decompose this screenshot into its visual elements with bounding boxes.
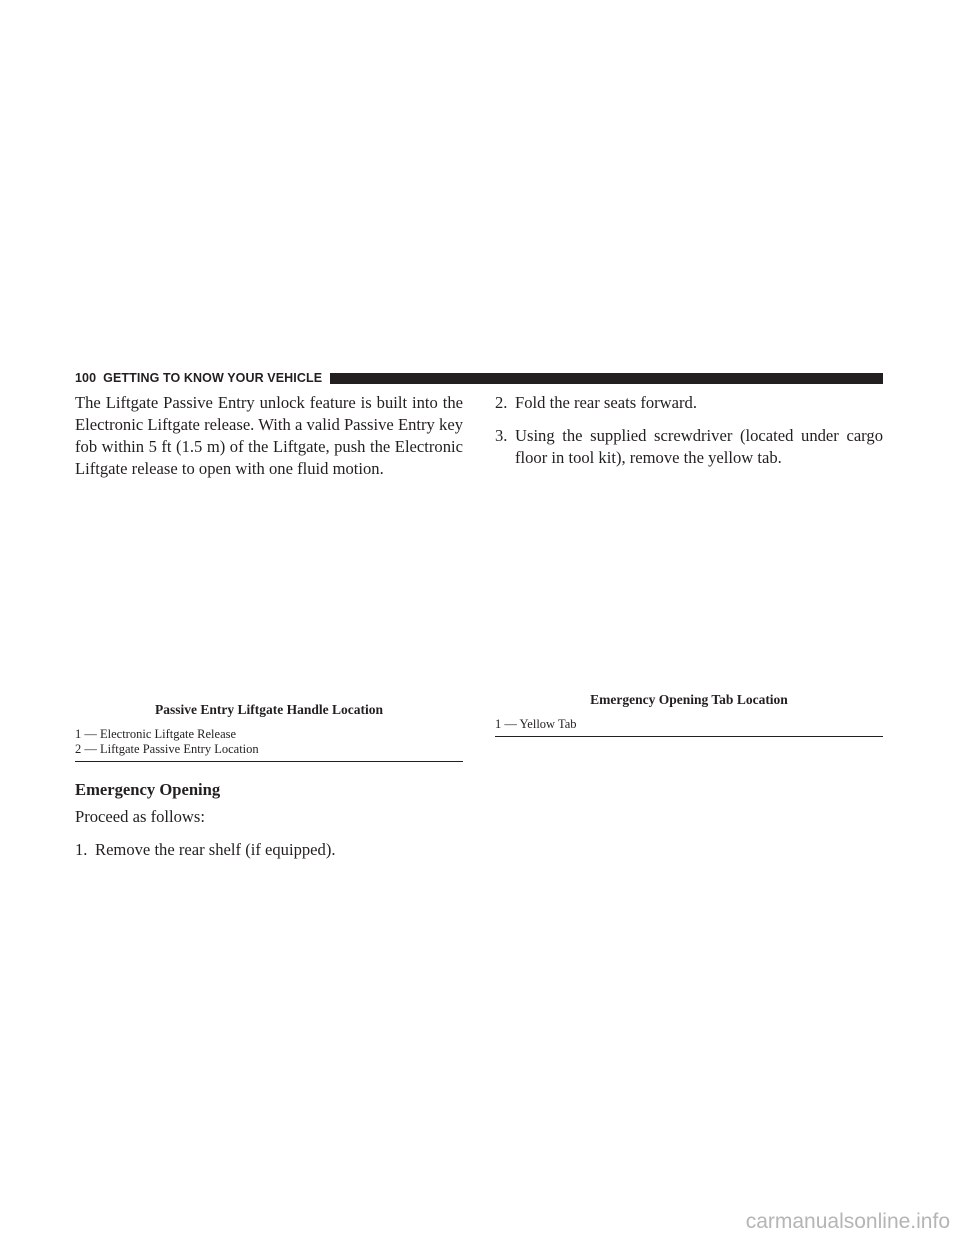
- legend-item: 1 — Electronic Liftgate Release: [75, 727, 237, 741]
- right-column: [495, 392, 883, 469]
- header-rule-bar: [330, 373, 883, 384]
- figure-image-placeholder: [495, 492, 883, 682]
- left-column: [75, 392, 463, 480]
- page-header: [75, 370, 883, 386]
- watermark: carmanualsonline.info: [745, 1210, 950, 1233]
- proceed-text: Proceed as follows:: [75, 807, 205, 826]
- figure-rule: [75, 761, 463, 762]
- figure-caption-title: Emergency Opening Tab Location: [590, 692, 788, 707]
- step-1-text: Remove the rear shelf (if equipped).: [95, 840, 336, 859]
- step-2-number: 2.: [495, 393, 508, 412]
- legend-item: 1 — Yellow Tab: [495, 717, 577, 731]
- step-2: [495, 392, 883, 414]
- figure-rule: [495, 736, 883, 737]
- emergency-opening-steps: [75, 806, 463, 861]
- step-1: [75, 839, 463, 861]
- figure-passive-entry-liftgate: [75, 702, 463, 762]
- step-3: [495, 425, 883, 469]
- figure-image-placeholder: [75, 472, 463, 692]
- step-3-number: 3.: [495, 426, 508, 445]
- step-1-number: 1.: [75, 840, 88, 859]
- page-number: 100: [75, 371, 97, 385]
- intro-paragraph: The Liftgate Passive Entry unlock feature is built into the Electronic Liftgate release. With a valid Passive Entry key fob within 5 ft (1.5 m) of the Liftgate, push the Electronic Liftgate release to open with one fluid motion.: [75, 393, 463, 478]
- step-2-text: Fold the rear seats forward.: [515, 393, 698, 412]
- step-3-text: Using the supplied screwdriver (located under cargo floor in tool kit), remove the yellow tab.: [515, 426, 883, 467]
- legend-item: 2 — Liftgate Passive Entry Location: [75, 742, 259, 756]
- figure-emergency-opening-tab: [495, 692, 883, 737]
- figure-caption-title: Passive Entry Liftgate Handle Location: [155, 702, 383, 717]
- emergency-opening-heading: Emergency Opening: [75, 780, 221, 799]
- section-title: GETTING TO KNOW YOUR VEHICLE: [103, 371, 323, 385]
